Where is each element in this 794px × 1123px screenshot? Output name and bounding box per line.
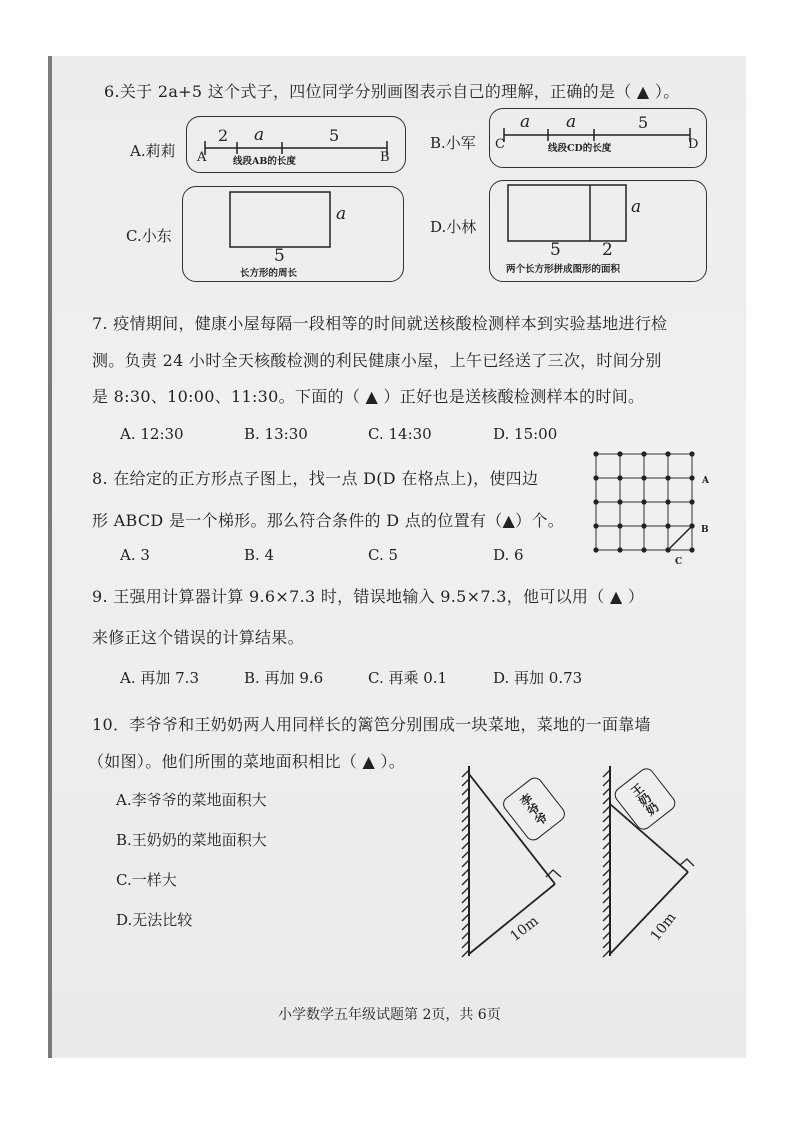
- grid-dot: [617, 499, 622, 504]
- wall-hatch: [462, 869, 469, 876]
- q6-option-d-box: [489, 180, 707, 282]
- q8-option-a: A. 3: [120, 546, 150, 564]
- q6-option-a-box: [186, 116, 406, 173]
- wall-hatch: [462, 887, 469, 894]
- q6-a-start-point: A: [197, 150, 207, 165]
- q7-option-d: D. 15:00: [493, 425, 558, 443]
- q6-a-seg2: a: [254, 125, 265, 145]
- q7-line2: 测。负责 24 小时全天核酸检测的利民健康小屋，上午已经送了三次，时间分别: [92, 351, 662, 370]
- q8-dot-grid: [596, 454, 716, 574]
- grid-dot: [665, 499, 670, 504]
- wall-hatch: [462, 860, 469, 867]
- grid-dot: [665, 475, 670, 480]
- wall-hatch: [603, 851, 610, 858]
- grid-dot: [593, 499, 598, 504]
- q6-option-c-label: C.小东: [126, 227, 172, 245]
- wall-hatch: [462, 914, 469, 921]
- grid-dot: [641, 523, 646, 528]
- q6-a-end-point: B: [380, 150, 390, 165]
- wall-hatch: [603, 887, 610, 894]
- wall-hatch: [603, 860, 610, 867]
- q10-option-c: C.一样大: [116, 871, 177, 889]
- grid-dot: [641, 547, 646, 552]
- q9-line1: 9. 王强用计算器计算 9.6×7.3 时，错误地输入 9.5×7.3，他可以用（ ▲ ）: [92, 587, 645, 606]
- wall-hatch: [462, 797, 469, 804]
- q8-point-a: A: [702, 476, 709, 486]
- q10-option-d: D.无法比较: [116, 911, 193, 929]
- q7-line3: 是 8:30、10:00、11:30。下面的（ ▲ ）正好也是送核酸检测样本的时间。: [92, 387, 645, 406]
- wall-hatch: [603, 869, 610, 876]
- q10-sign-wang-text: 王奶奶: [627, 781, 661, 819]
- q9-option-a: A. 再加 7.3: [120, 669, 199, 687]
- q6-a-seg1: 2: [218, 126, 229, 145]
- q10-length-li: 10m: [507, 913, 542, 945]
- wall-hatch: [603, 878, 610, 885]
- q6-option-c-box: [182, 186, 404, 282]
- wall-hatch: [462, 833, 469, 840]
- q10-length-wang: 10m: [647, 909, 680, 945]
- wall-hatch: [462, 851, 469, 858]
- wall-hatch: [462, 842, 469, 849]
- q10-line1: 10．李爷爷和王奶奶两人用同样长的篱笆分别围成一块菜地，菜地的一面靠墙: [92, 715, 651, 734]
- q7-line1: 7. 疫情期间，健康小屋每隔一段相等的时间就送核酸检测样本到实验基地进行检: [92, 314, 668, 333]
- q6-option-b-box: [489, 108, 707, 168]
- q10-sign-li-text: 李爷爷: [516, 791, 550, 829]
- q6-stem: 6.关于 2a+5 这个式子，四位同学分别画图表示自己的理解，正确的是（ ▲ ）。: [104, 82, 680, 101]
- grid-dot: [593, 547, 598, 552]
- wall-hatch: [603, 788, 610, 795]
- q10-option-b: B.王奶奶的菜地面积大: [116, 831, 267, 849]
- q6-c-side: a: [336, 204, 347, 224]
- q6-d-bottom1: 5: [550, 240, 561, 260]
- q6-b-seg2: a: [566, 112, 577, 132]
- wall-hatch: [462, 932, 469, 939]
- grid-dot: [617, 451, 622, 456]
- grid-dot: [593, 523, 598, 528]
- wall-hatch: [462, 806, 469, 813]
- q6-b-seg3: 5: [638, 113, 649, 132]
- wall-hatch: [603, 815, 610, 822]
- wall-hatch: [462, 779, 469, 786]
- wall-hatch: [603, 779, 610, 786]
- wall-hatch: [462, 941, 469, 948]
- q6-a-seg3: 5: [329, 126, 340, 145]
- q9-option-c: C. 再乘 0.1: [368, 669, 448, 687]
- wall-hatch: [603, 806, 610, 813]
- q9-option-d: D. 再加 0.73: [493, 669, 583, 687]
- grid-dot: [689, 451, 694, 456]
- grid-dot: [593, 475, 598, 480]
- q7-option-b: B. 13:30: [244, 425, 308, 443]
- q6-a-caption: 线段AB的长度: [233, 156, 296, 167]
- grid-dot: [665, 451, 670, 456]
- q9-line2: 来修正这个错误的计算结果。: [92, 628, 304, 647]
- wall-hatch: [462, 770, 469, 777]
- page-footer: 小学数学五年级试题第 2页，共 6页: [278, 1007, 501, 1023]
- wall-hatch: [462, 878, 469, 885]
- wall-hatch: [603, 797, 610, 804]
- grid-dot: [593, 451, 598, 456]
- q8-option-d: D. 6: [493, 546, 524, 564]
- grid-dot: [689, 475, 694, 480]
- grid-dot: [641, 499, 646, 504]
- q9-option-b: B. 再加 9.6: [244, 669, 324, 687]
- q6-option-b-label: B.小军: [430, 134, 476, 152]
- q6-b-seg1: a: [520, 112, 531, 132]
- q8-point-b: B: [701, 525, 709, 535]
- exam-sheet: [48, 56, 746, 1058]
- q8-line1: 8. 在给定的正方形点子图上，找一点 D(D 在格点上)，使四边: [92, 469, 539, 488]
- wall-hatch: [603, 941, 610, 948]
- q8-option-b: B. 4: [244, 546, 275, 564]
- wall-hatch: [603, 833, 610, 840]
- wall-hatch: [603, 824, 610, 831]
- wall-hatch: [603, 770, 610, 777]
- q6-b-start-point: C: [495, 137, 505, 152]
- q8-point-c: C: [675, 557, 683, 567]
- wall-hatch: [603, 932, 610, 939]
- q6-c-bottom: 5: [274, 246, 285, 266]
- q6-d-side: a: [631, 197, 642, 217]
- q8-line2: 形 ABCD 是一个梯形。那么符合条件的 D 点的位置有（▲）个。: [92, 511, 565, 530]
- wall-hatch: [603, 842, 610, 849]
- q7-option-a: A. 12:30: [120, 425, 184, 443]
- q6-c-caption: 长方形的周长: [240, 268, 298, 279]
- q7-option-c: C. 14:30: [368, 425, 432, 443]
- segment-bc: [668, 526, 692, 550]
- q6-b-end-point: D: [688, 137, 699, 152]
- grid-dot: [689, 499, 694, 504]
- grid-dot: [617, 523, 622, 528]
- grid-dot: [689, 547, 694, 552]
- wall-hatch: [603, 914, 610, 921]
- q10-option-a: A.李爷爷的菜地面积大: [116, 791, 267, 809]
- q8-option-c: C. 5: [368, 546, 399, 564]
- wall-hatch: [603, 896, 610, 903]
- wall-hatch: [462, 815, 469, 822]
- q6-option-d-label: D.小林: [430, 218, 477, 236]
- grid-dot: [617, 547, 622, 552]
- q6-option-a-label: A.莉莉: [130, 142, 176, 160]
- q6-d-caption: 两个长方形拼成图形的面积: [506, 264, 621, 275]
- grid-dot: [617, 475, 622, 480]
- q6-b-caption: 线段CD的长度: [548, 143, 612, 154]
- q6-d-bottom2: 2: [602, 240, 613, 260]
- q10-line2: （如图）。他们所围的菜地面积相比（ ▲ ）。: [88, 752, 406, 771]
- grid-dot: [641, 475, 646, 480]
- wall-hatch: [603, 950, 610, 957]
- grid-dot: [641, 451, 646, 456]
- wall-hatch: [462, 923, 469, 930]
- wall-hatch: [603, 905, 610, 912]
- wall-hatch: [462, 896, 469, 903]
- wall-hatch: [603, 923, 610, 930]
- wall-hatch: [462, 950, 469, 957]
- grid-dot: [665, 523, 670, 528]
- wall-hatch: [462, 905, 469, 912]
- wall-hatch: [462, 824, 469, 831]
- wall-hatch: [462, 788, 469, 795]
